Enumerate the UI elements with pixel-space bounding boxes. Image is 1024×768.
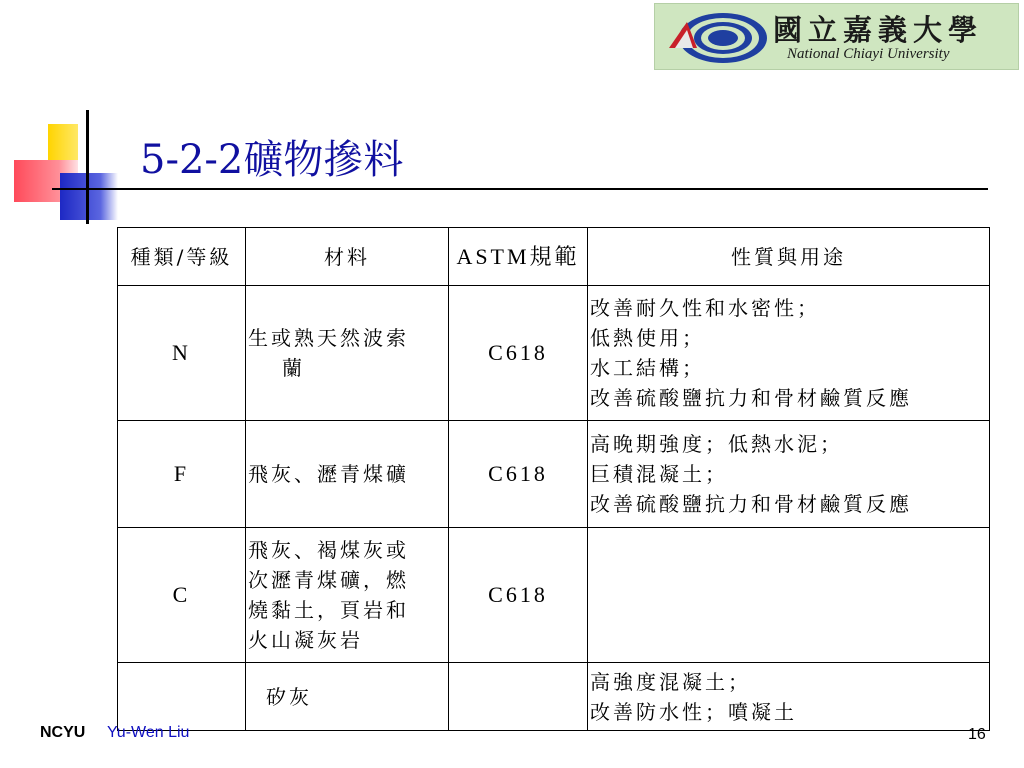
material-line: 蘭 (282, 356, 305, 380)
cell-astm: C618 (449, 286, 588, 421)
cell-material (246, 663, 449, 731)
decor-blue-square (60, 173, 118, 220)
table-row (118, 286, 990, 421)
header-astm: ASTM規範 (449, 228, 588, 286)
property-line: 改善硫酸鹽抗力和骨材鹼質反應 (590, 492, 912, 516)
table-row (118, 528, 990, 663)
title-underline (52, 188, 988, 190)
logo-name-english: National Chiayi University (787, 46, 950, 62)
material-line: 飛灰、褐煤灰或 (248, 538, 409, 562)
cell-astm: C618 (449, 421, 588, 528)
property-line: 巨積混凝土； (590, 462, 728, 486)
cell-type: C (118, 528, 246, 663)
cell-properties (588, 528, 990, 663)
logo-emblem-icon (661, 8, 771, 66)
page-number: 16 (968, 726, 986, 743)
cell-properties (588, 663, 990, 731)
cell-astm (449, 663, 588, 731)
material-line: 燒黏土，頁岩和 (248, 598, 409, 622)
material-line: 矽灰 (266, 684, 312, 709)
university-logo (654, 3, 1019, 70)
material-line: 生或熟天然波索 (248, 326, 409, 350)
cell-type: F (118, 421, 246, 528)
header-type: 種類/等級 (118, 228, 246, 286)
property-line: 低熱使用； (590, 326, 705, 350)
property-line: 改善硫酸鹽抗力和骨材鹼質反應 (590, 386, 912, 410)
cell-astm: C618 (449, 528, 588, 663)
header-properties: 性質與用途 (588, 228, 990, 286)
slide-title: 5-2-2礦物摻料 (140, 137, 404, 183)
header-material: 材料 (246, 228, 449, 286)
table-row (118, 421, 990, 528)
material-line: 次瀝青煤礦，燃 (248, 568, 409, 592)
property-line: 改善防水性；噴凝土 (590, 699, 797, 724)
table-row (118, 663, 990, 731)
decor-vertical-line (86, 110, 89, 224)
cell-type: N (118, 286, 246, 421)
material-line: 飛灰、瀝青煤礦 (248, 462, 409, 486)
cell-material (246, 528, 449, 663)
table-header-row (118, 228, 990, 286)
footer-author: Yu-Wen Liu (107, 724, 190, 741)
mineral-admixture-table (117, 227, 990, 731)
cell-material (246, 286, 449, 421)
cell-type (118, 663, 246, 731)
property-line: 水工結構； (590, 356, 705, 380)
material-line: 火山凝灰岩 (248, 628, 363, 652)
logo-name-chinese: 國立嘉義大學 (773, 13, 984, 47)
cell-properties (588, 421, 990, 528)
footer-organization: NCYU (40, 724, 86, 741)
property-line: 改善耐久性和水密性； (590, 296, 820, 320)
cell-properties (588, 286, 990, 421)
property-line: 高強度混凝土； (590, 669, 751, 694)
property-line: 高晚期強度；低熱水泥； (590, 432, 843, 456)
cell-material (246, 421, 449, 528)
